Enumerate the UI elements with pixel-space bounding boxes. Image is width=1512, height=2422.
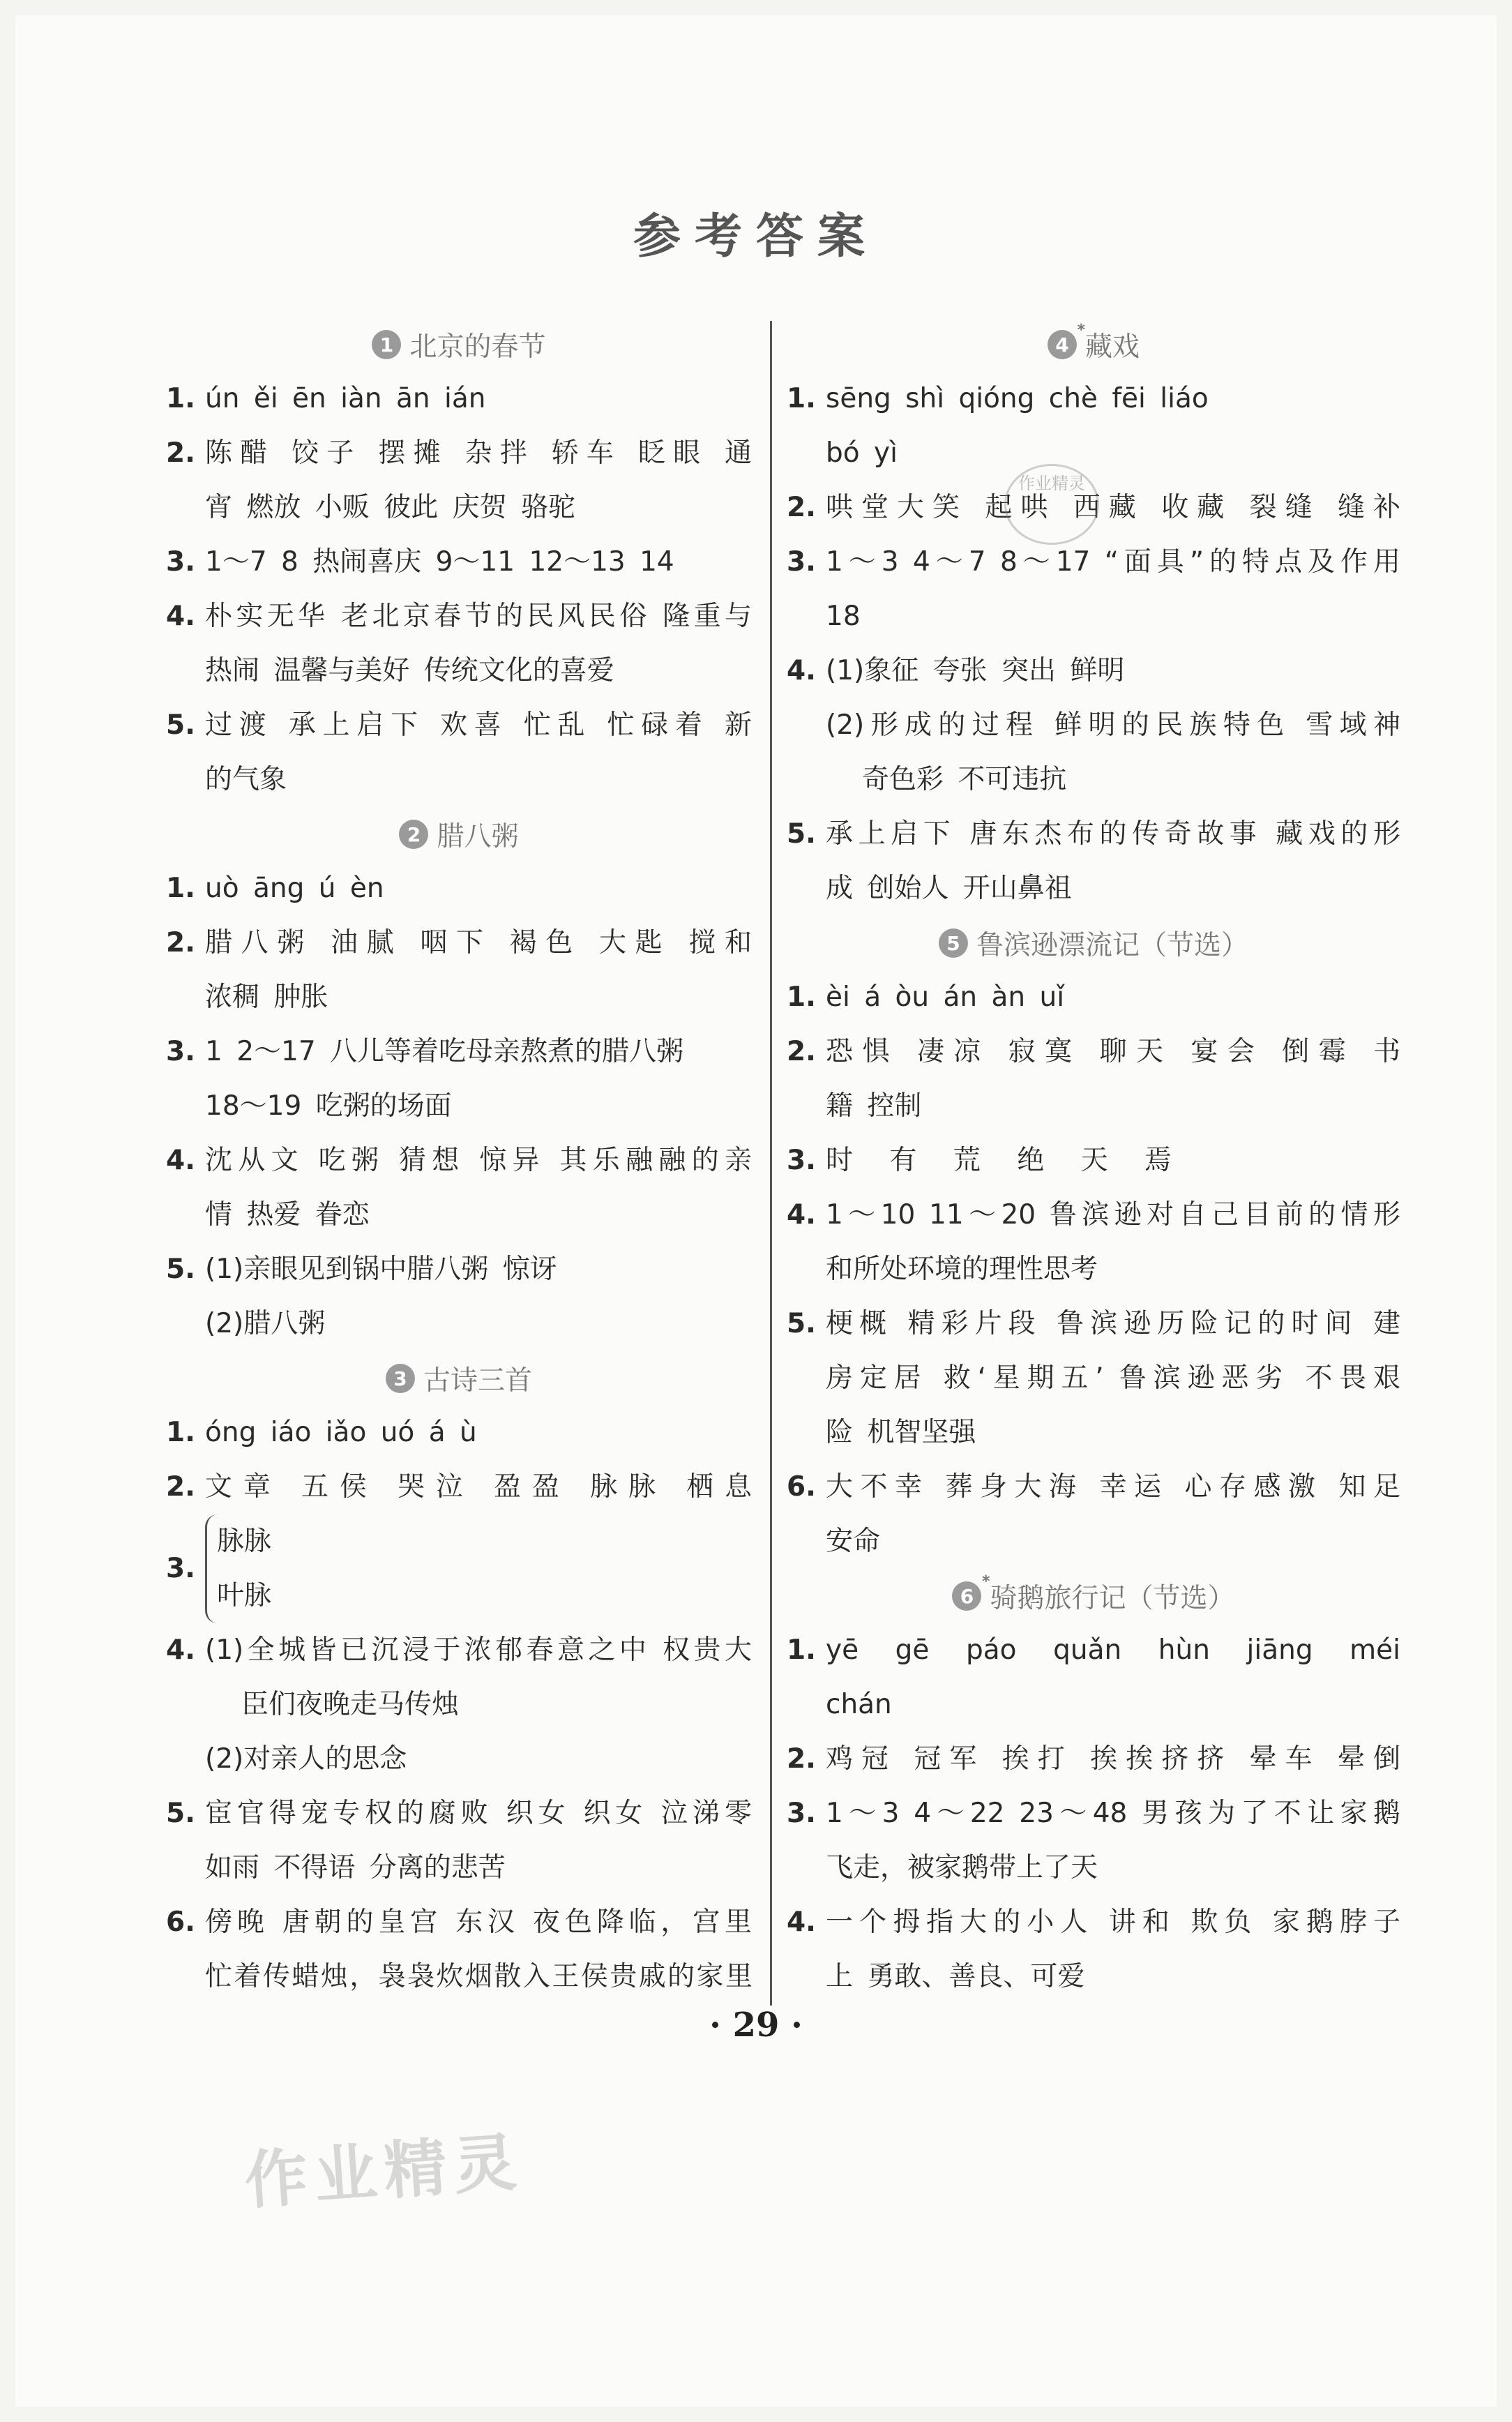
- answer-line: 1 2～17 八儿等着吃母亲熬煮的腊八粥: [205, 1036, 684, 1067]
- answer-line: 籍 控制: [826, 1090, 922, 1122]
- answer-item: 5. 宦官得宠专权的腐败 织女 织女 泣涕零 如雨 不得语 分离的悲苦: [166, 1787, 752, 1895]
- answer-item: 5. 梗概 精彩片段 鲁滨逊历险记的时间 建 房定居 救‘星期五’ 鲁滨逊恶劣 不畏艰 险 机智坚强: [787, 1297, 1400, 1460]
- answer-line: chán: [826, 1689, 892, 1720]
- answer-line: 成 创始人 开山鼻祖: [826, 873, 1072, 904]
- answer-line: 上 勇敢、善良、可爱: [826, 1961, 1085, 1992]
- answer-line: 陈醋 饺子 摆摊 杂拌 轿车 眨眼 通: [205, 437, 752, 469]
- answer-line: sēng shì qióng chè fēi liáo: [826, 383, 1209, 414]
- answer-line: (2)形成的过程 鲜明的民族特色 雪域神: [826, 709, 1400, 741]
- section-number-badge: 5: [939, 928, 968, 958]
- answer-line: 承上启下 唐东杰布的传奇故事 藏戏的形: [826, 818, 1400, 850]
- section-header-5: [787, 916, 1400, 970]
- answer-line: bó yì: [826, 437, 898, 469]
- section-number-badge: 2: [399, 820, 428, 849]
- answer-item: 2. 腊八粥 油腻 咽下 褐色 大匙 搅和 浓稠 肿胀: [166, 916, 752, 1025]
- right-column: [787, 317, 1400, 2004]
- brace-group: [205, 1514, 271, 1623]
- answer-item: 4. (1)象征 夸张 突出 鲜明 (2)形成的过程 鲜明的民族特色 雪域神 奇色彩 不可违抗: [787, 644, 1400, 807]
- answer-item: 1. ún ěi ēn iàn ān ián: [166, 372, 752, 426]
- answer-item: 4. (1)全城皆已沉浸于浓郁春意之中 权贵大 臣们夜晚走马传烛 (2)对亲人的思念: [166, 1623, 752, 1787]
- answer-item: 1. uò āng ú èn: [166, 862, 752, 916]
- answer-line: yē gē páo quǎn hùn jiāng méi: [826, 1634, 1400, 1666]
- answer-line: 叶脉: [217, 1580, 272, 1611]
- answer-item: 2. 哄堂大笑 起哄 西藏 收藏 裂缝 缝补: [787, 481, 1400, 535]
- answer-line: 文章 五侯 哭泣 盈盈 脉脉 栖息: [205, 1471, 752, 1503]
- answer-line: 安命: [826, 1526, 881, 1557]
- answer-line: 如雨 不得语 分离的悲苦: [205, 1852, 506, 1883]
- answer-item: 3. 脉脉 叶脉: [166, 1514, 752, 1623]
- answer-line: 宵 燃放 小贩 彼此 庆贺 骆驼: [205, 492, 575, 523]
- section-header-2: [166, 807, 752, 862]
- answer-line: 梗概 精彩片段 鲁滨逊历险记的时间 建: [826, 1308, 1400, 1339]
- section-number-badge: 3: [386, 1364, 415, 1393]
- answer-item: 3. 1～7 8 热闹喜庆 9～11 12～13 14: [166, 535, 752, 589]
- answer-item: 4. 1～10 11～20 鲁滨逊对自己目前的情形 和所处环境的理性思考: [787, 1188, 1400, 1297]
- section-number-badge: 6 *: [952, 1581, 981, 1611]
- answer-line: 腊八粥 油腻 咽下 褐色 大匙 搅和: [205, 927, 752, 958]
- answer-line: 鸡冠 冠军 挨打 挨挨挤挤 晕车 晕倒: [826, 1743, 1400, 1775]
- answer-line: èi á òu án àn uǐ: [826, 981, 1065, 1013]
- answer-line: 飞走，被家鹅带上了天: [826, 1852, 1098, 1883]
- answer-line: óng iáo iǎo uó á ù: [205, 1417, 477, 1448]
- answer-line: 1～3 4～22 23～48 男孩为了不让家鹅: [826, 1798, 1400, 1829]
- answer-item: 3. 1～3 4～7 8～17 “面具”的特点及作用 18: [787, 535, 1400, 644]
- section-title: 鲁滨逊漂流记（节选）: [976, 930, 1248, 961]
- answer-item: 5. 过渡 承上启下 欢喜 忙乱 忙碌着 新 的气象: [166, 698, 752, 807]
- answer-item: 5. (1)亲眼见到锅中腊八粥 惊讶 (2)腊八粥: [166, 1242, 752, 1351]
- answer-item: 1. sēng shì qióng chè fēi liáo bó yì: [787, 372, 1400, 481]
- answer-line: 哄堂大笑 起哄 西藏 收藏 裂缝 缝补: [826, 492, 1400, 523]
- answer-line: (2)腊八粥: [205, 1308, 326, 1339]
- answer-line: 大不幸 葬身大海 幸运 心存感激 知足: [826, 1471, 1400, 1503]
- answer-line: uò āng ú èn: [205, 873, 384, 904]
- section-header-4: [787, 317, 1400, 372]
- answer-line: 时 有 荒 绝 天 焉: [826, 1145, 1172, 1176]
- answer-line: 忙着传蜡烛，袅袅炊烟散入王侯贵戚的家里: [205, 1961, 752, 1992]
- section-header-6: [787, 1569, 1400, 1623]
- answer-item: 6. 大不幸 葬身大海 幸运 心存感激 知足 安命: [787, 1460, 1400, 1569]
- answer-item: 2. 陈醋 饺子 摆摊 杂拌 轿车 眨眼 通 宵 燃放 小贩 彼此 庆贺 骆驼: [166, 426, 752, 535]
- answer-line: (1)全城皆已沉浸于浓郁春意之中 权贵大: [205, 1634, 752, 1666]
- answer-item: 3. 时 有 荒 绝 天 焉: [787, 1134, 1400, 1188]
- answer-item: 2. 文章 五侯 哭泣 盈盈 脉脉 栖息: [166, 1460, 752, 1514]
- answer-line: ún ěi ēn iàn ān ián: [205, 383, 486, 414]
- answer-line: 的气象: [205, 764, 287, 795]
- answer-line: 险 机智坚强: [826, 1417, 976, 1448]
- answer-line: 过渡 承上启下 欢喜 忙乱 忙碌着 新: [205, 709, 752, 741]
- section-title: 古诗三首: [423, 1365, 532, 1397]
- column-divider: [770, 321, 772, 2006]
- page-number: · 29 ·: [709, 2006, 803, 2045]
- watermark-stamp: 作业精灵: [1004, 464, 1099, 545]
- answer-item: 1. yē gē páo quǎn hùn jiāng méi chán: [787, 1623, 1400, 1732]
- left-column: [166, 317, 752, 2004]
- section-number-badge: 1: [372, 330, 401, 359]
- answer-item: 1. óng iáo iǎo uó á ù: [166, 1406, 752, 1460]
- answer-line: 傍晚 唐朝的皇宫 东汉 夜色降临，宫里: [205, 1906, 752, 1938]
- section-header-3: [166, 1351, 752, 1406]
- answer-line: 一个拇指大的小人 讲和 欺负 家鹅脖子: [826, 1906, 1400, 1938]
- answer-item: 4. 沈从文 吃粥 猜想 惊异 其乐融融的亲 情 热爱 眷恋: [166, 1134, 752, 1242]
- answer-line: 奇色彩 不可违抗: [862, 764, 1067, 795]
- answer-item: 1. èi á òu án àn uǐ: [787, 970, 1400, 1025]
- answer-line: 1～3 4～7 8～17 “面具”的特点及作用: [826, 546, 1400, 578]
- watermark-text: 作业精灵: [242, 2125, 526, 2218]
- answer-line: 脉脉: [217, 1526, 272, 1557]
- answer-line: 1～7 8 热闹喜庆 9～11 12～13 14: [205, 546, 674, 578]
- answer-item: 4. 朴实无华 老北京春节的民风民俗 隆重与 热闹 温馨与美好 传统文化的喜爱: [166, 589, 752, 698]
- section-title: 北京的春节: [409, 331, 546, 363]
- answer-line: 18: [826, 601, 861, 632]
- answer-line: 情 热爱 眷恋: [205, 1199, 370, 1231]
- section-title: 腊八粥: [437, 821, 519, 852]
- answer-line: 沈从文 吃粥 猜想 惊异 其乐融融的亲: [205, 1145, 752, 1176]
- answer-line: (2)对亲人的思念: [205, 1743, 407, 1775]
- answer-line: 热闹 温馨与美好 传统文化的喜爱: [205, 655, 614, 686]
- answer-line: 朴实无华 老北京春节的民风民俗 隆重与: [205, 601, 752, 632]
- section-number-badge: 4 *: [1048, 330, 1077, 359]
- answer-item: 3. 1 2～17 八儿等着吃母亲熬煮的腊八粥 18～19 吃粥的场面: [166, 1025, 752, 1134]
- answer-line: 宦官得宠专权的腐败 织女 织女 泣涕零: [205, 1798, 752, 1829]
- section-title: 藏戏: [1084, 331, 1140, 363]
- answer-item: 4. 一个拇指大的小人 讲和 欺负 家鹅脖子 上 勇敢、善良、可爱: [787, 1895, 1400, 2004]
- section-title: 骑鹅旅行记（节选）: [990, 1583, 1235, 1614]
- answer-item: 5. 承上启下 唐东杰布的传奇故事 藏戏的形 成 创始人 开山鼻祖: [787, 807, 1400, 916]
- answer-item: 2. 恐惧 凄凉 寂寞 聊天 宴会 倒霉 书 籍 控制: [787, 1025, 1400, 1134]
- answer-line: 房定居 救‘星期五’ 鲁滨逊恶劣 不畏艰: [826, 1362, 1400, 1394]
- answer-line: (1)亲眼见到锅中腊八粥 惊讶: [205, 1254, 557, 1285]
- answer-line: 臣们夜晚走马传烛: [241, 1689, 460, 1720]
- answer-line: 恐惧 凄凉 寂寞 聊天 宴会 倒霉 书: [826, 1036, 1400, 1067]
- answer-item: 6. 傍晚 唐朝的皇宫 东汉 夜色降临，宫里 忙着传蜡烛，袅袅炊烟散入王侯贵戚的家里: [166, 1895, 752, 2004]
- answer-line: 18～19 吃粥的场面: [205, 1090, 452, 1122]
- page-title: 参考答案: [633, 209, 879, 264]
- answer-line: 和所处环境的理性思考: [826, 1254, 1098, 1285]
- answer-line: (1)象征 夸张 突出 鲜明: [826, 655, 1125, 686]
- answer-line: 1～10 11～20 鲁滨逊对自己目前的情形: [826, 1199, 1400, 1231]
- answer-line: 浓稠 肿胀: [205, 981, 328, 1013]
- section-header-1: [166, 317, 752, 372]
- answer-item: 3. 1～3 4～22 23～48 男孩为了不让家鹅 飞走，被家鹅带上了天: [787, 1787, 1400, 1895]
- answer-item: 2. 鸡冠 冠军 挨打 挨挨挤挤 晕车 晕倒: [787, 1732, 1400, 1787]
